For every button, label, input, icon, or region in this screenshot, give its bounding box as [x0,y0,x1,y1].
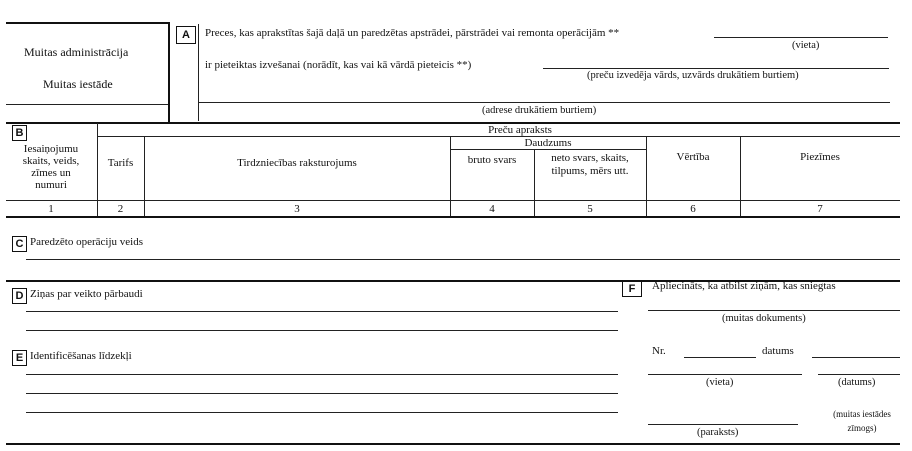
section-b-marker: B [12,125,27,141]
col-net-weight-line1: neto svars, skaits, [551,152,629,164]
col-packages-line2: skaits, veids, [22,155,80,168]
col-net-weight-line2: tilpums, mērs utt. [551,164,629,177]
section-a-address-label: (adrese drukātiem burtiem) [482,105,597,116]
section-c-label: Paredzēto operāciju veids [30,236,144,248]
section-f-marker: F [622,280,642,297]
section-a-line2: ir pieteiktas izvešanai (norādīt, kas vai kā vārdā pieteicis **) [205,59,472,71]
place-label: (vieta) [706,377,734,388]
section-a-place-label: (vieta) [792,40,820,51]
col-number-7: 7 [817,203,823,215]
section-a-producer-label: (preču izvedēja vārds, uzvārds drukātiem burtiem) [587,70,799,81]
section-e-marker: E [12,350,27,366]
customs-administration-label: Muitas administrācija [24,45,129,59]
col-value-header: Vērtība [676,151,710,163]
col-number-5: 5 [587,203,593,215]
section-a-line1: Preces, kas aprakstītas šajā daļā un paredzētas apstrādei, pārstrādei vai remonta operācijām ** [205,27,620,39]
col-packages-line3: zīmes un [31,167,71,180]
goods-description-header: Preču apraksts [488,124,552,136]
col-number-1: 1 [48,203,54,215]
col-packages-header [6,143,96,191]
quantity-group-header: Daudzums [524,137,572,149]
col-tariff-header: Tarifs [107,157,134,169]
col-gross-weight-header: bruto svars [467,154,517,166]
date-paren-label: (datums) [838,377,876,388]
section-d-label: Ziņas par veikto pārbaudi [30,288,143,300]
col-packages-line1: Iesaiņojumu [23,143,79,155]
col-packages-line4: numuri [35,179,67,192]
col-number-2: 2 [117,203,124,215]
number-label: Nr. [652,345,666,357]
col-net-weight-header [534,152,646,177]
customs-document-label: (muitas dokuments) [722,313,806,324]
section-d-marker: D [12,288,27,304]
col-number-3: 3 [294,203,300,215]
customs-office-label: Muitas iestāde [43,77,113,91]
col-number-6: 6 [690,203,696,215]
signature-label: (paraksts) [697,427,739,438]
section-f-label: Apliecināts, ka atbilst ziņām, kas sniegtas [652,280,836,292]
section-e-label: Identificēšanas līdzekļi [30,350,132,362]
section-a-marker: A [176,26,196,44]
date-label: datums [762,345,794,357]
col-number-4: 4 [489,203,495,215]
section-c-marker: C [12,236,27,252]
customs-stamp-label: (muitas iestādes zīmogs) [833,409,891,434]
col-trade-description-header: Tirdzniecības raksturojums [237,157,357,169]
col-notes-header: Piezīmes [800,151,840,163]
